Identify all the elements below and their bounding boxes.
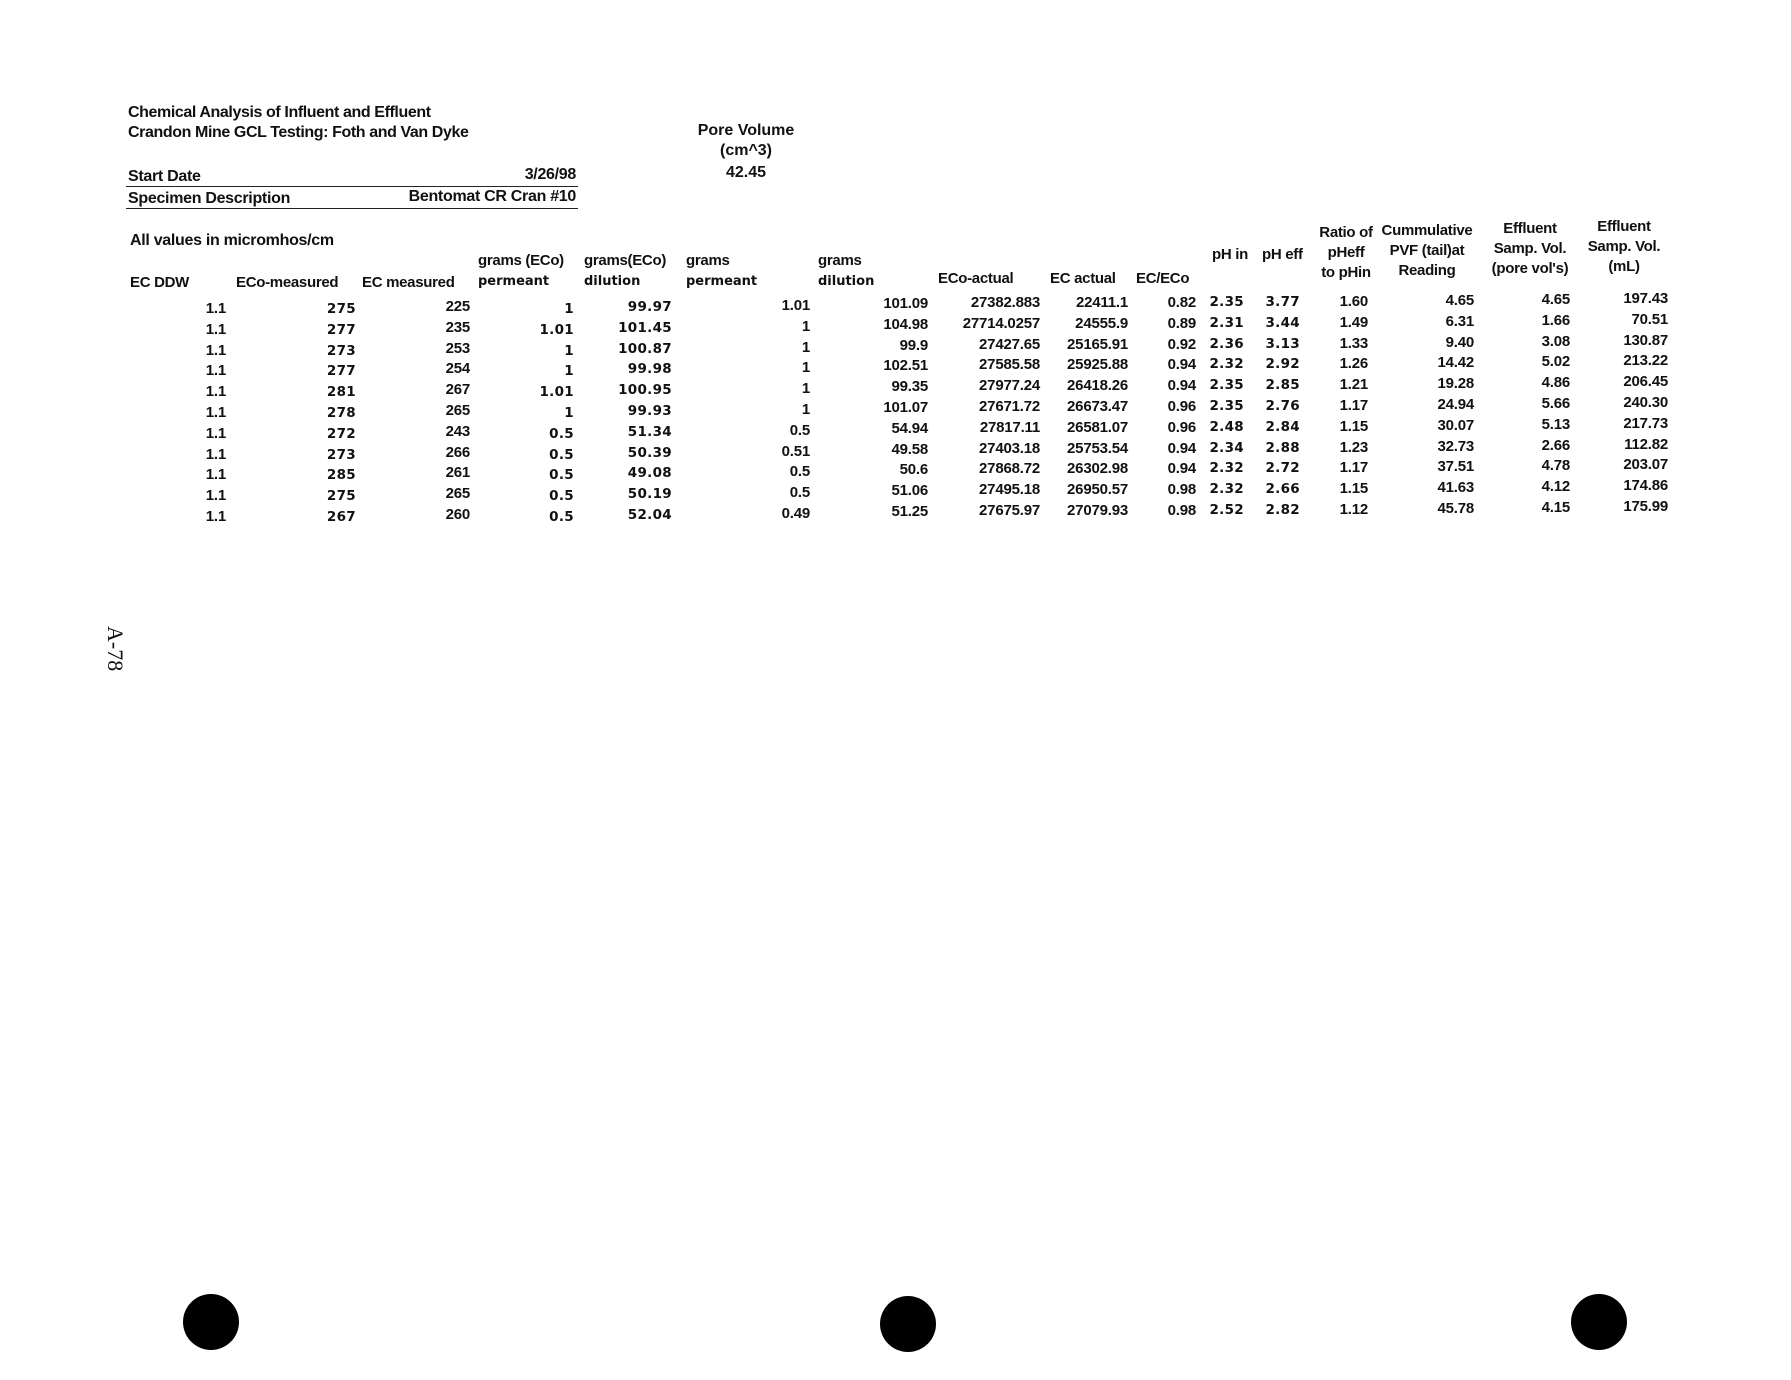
cell-ratio-pheff-phin: 1.23	[1339, 438, 1368, 456]
cell-ph-eff: 3.44	[1265, 314, 1300, 331]
cell-eco-actual: 27585.58	[979, 356, 1040, 374]
cell-ec-measured: 260	[445, 506, 470, 523]
cell-eco-measured: 275	[326, 301, 356, 317]
cell-ec-ddw: 1.1	[205, 404, 226, 421]
col-sv-pv-3: (pore vol's)	[1491, 260, 1569, 277]
cell-eco-measured: 285	[326, 467, 356, 484]
page-label: A-78	[103, 626, 128, 672]
cell-eco-measured: 281	[326, 384, 356, 401]
cell-g-perm: 1	[801, 359, 810, 377]
cell-ph-in: 2.31	[1209, 314, 1244, 331]
cell-g-dil: 104.98	[883, 315, 928, 333]
col-ratio-3: to pHin	[1321, 264, 1371, 281]
cell-samp-vol-pv: 5.13	[1541, 415, 1570, 433]
cell-g-eco-perm: 0.5	[549, 488, 574, 505]
cell-cum-pvf: 32.73	[1437, 437, 1474, 455]
cell-ec-measured: 261	[445, 464, 470, 482]
col-ratio-2: pHeff	[1327, 244, 1365, 261]
pore-volume-unit: (cm^3)	[719, 142, 773, 159]
cell-samp-vol-pv: 5.02	[1541, 353, 1570, 371]
cell-ec-actual: 26418.26	[1067, 377, 1128, 395]
cell-ec-measured: 265	[445, 485, 470, 503]
cell-ph-eff: 2.82	[1265, 502, 1300, 518]
cell-g-perm: 0.51	[781, 442, 810, 460]
cell-eco-measured: 275	[326, 488, 356, 505]
binder-hole-center	[880, 1296, 936, 1352]
cell-eco-actual: 27675.97	[979, 502, 1040, 519]
cell-g-eco-dil: 100.95	[618, 382, 672, 399]
doc-title-line1: Chemical Analysis of Influent and Effluent	[128, 104, 431, 121]
col-g-dil-1: grams	[818, 252, 862, 269]
binder-hole-left	[183, 1294, 239, 1350]
cell-ec-actual: 25165.91	[1067, 335, 1128, 353]
cell-ratio-pheff-phin: 1.26	[1339, 355, 1368, 373]
cell-ec-ratio: 0.96	[1167, 418, 1196, 436]
start-date-value: 3/26/98	[524, 166, 576, 183]
cell-ph-eff: 2.72	[1265, 460, 1300, 477]
cell-ph-in: 2.36	[1209, 335, 1244, 352]
cell-samp-vol-ml: 203.07	[1623, 456, 1668, 474]
cell-g-eco-dil: 99.98	[627, 361, 672, 378]
specimen-rule	[126, 208, 578, 209]
cell-cum-pvf: 19.28	[1437, 375, 1474, 393]
cell-ec-measured: 265	[445, 402, 470, 419]
cell-eco-actual: 27868.72	[979, 460, 1040, 478]
cell-ph-in: 2.35	[1209, 398, 1244, 414]
cell-ratio-pheff-phin: 1.12	[1339, 501, 1368, 518]
cell-ec-ratio: 0.94	[1167, 377, 1196, 395]
col-g-perm-1: grams	[686, 252, 730, 269]
cell-samp-vol-pv: 4.15	[1541, 499, 1570, 516]
cell-g-eco-dil: 51.34	[627, 423, 672, 440]
cell-g-eco-perm: 0.5	[549, 467, 574, 484]
cell-eco-measured: 277	[326, 321, 356, 338]
col-g-eco-dil-2: dilution	[584, 274, 641, 289]
cell-ph-eff: 2.88	[1265, 439, 1300, 456]
cell-eco-measured: 277	[326, 363, 356, 380]
cell-ph-in: 2.32	[1209, 460, 1244, 477]
binder-hole-right	[1571, 1294, 1627, 1350]
cell-samp-vol-ml: 175.99	[1623, 498, 1668, 515]
col-sv-ml-1: Effluent	[1597, 218, 1651, 235]
col-g-eco-perm-2: permeant	[478, 274, 550, 289]
cell-ec-actual: 26302.98	[1067, 460, 1128, 478]
cell-samp-vol-pv: 4.78	[1541, 457, 1570, 475]
col-pvf-2: PVF (tail)at	[1389, 242, 1465, 259]
cell-ec-measured: 243	[445, 422, 470, 440]
cell-g-dil: 51.25	[891, 503, 928, 520]
cell-g-eco-dil: 99.97	[627, 299, 672, 315]
cell-ratio-pheff-phin: 1.17	[1339, 459, 1368, 477]
cell-samp-vol-pv: 3.08	[1541, 332, 1570, 350]
cell-g-perm: 0.5	[789, 484, 810, 502]
cell-ec-ddw: 1.1	[205, 424, 226, 442]
cell-g-eco-perm: 0.5	[549, 509, 574, 525]
col-sv-pv-1: Effluent	[1503, 220, 1557, 237]
col-g-eco-dil-1: grams(ECo)	[584, 252, 667, 269]
cell-eco-actual: 27671.72	[979, 398, 1040, 415]
cell-g-dil: 51.06	[891, 482, 928, 500]
cell-g-eco-dil: 49.08	[627, 465, 672, 482]
cell-ec-ratio: 0.92	[1167, 335, 1196, 353]
cell-ec-ratio: 0.94	[1167, 356, 1196, 374]
cell-samp-vol-ml: 240.30	[1623, 394, 1668, 411]
cell-ec-ddw: 1.1	[205, 341, 226, 359]
cell-eco-measured: 273	[326, 446, 356, 463]
cell-ec-actual: 26581.07	[1067, 418, 1128, 436]
cell-g-eco-perm: 1	[564, 342, 574, 359]
cell-g-eco-dil: 101.45	[618, 319, 672, 336]
pore-volume-label: Pore Volume	[697, 122, 795, 139]
start-date-label: Start Date	[128, 168, 201, 185]
start-date-rule	[126, 186, 578, 187]
specimen-value: Bentomat CR Cran #10	[408, 188, 576, 205]
cell-cum-pvf: 24.94	[1437, 396, 1474, 413]
cell-eco-measured: 267	[326, 509, 356, 525]
cell-samp-vol-pv: 4.12	[1541, 478, 1570, 496]
col-ph-eff: pH eff	[1262, 246, 1303, 263]
cell-ratio-pheff-phin: 1.15	[1339, 417, 1368, 435]
cell-g-eco-perm: 1	[564, 405, 574, 421]
cell-g-eco-dil: 50.19	[627, 486, 672, 503]
cell-ec-actual: 27079.93	[1067, 502, 1128, 519]
cell-ph-in: 2.32	[1209, 481, 1244, 498]
cell-samp-vol-ml: 213.22	[1623, 352, 1668, 370]
cell-g-dil: 50.6	[899, 461, 928, 479]
cell-g-perm: 1	[801, 338, 810, 356]
col-ratio-1: Ratio of	[1319, 224, 1373, 241]
cell-g-eco-perm: 1	[564, 363, 574, 380]
cell-ec-ratio: 0.94	[1167, 439, 1196, 457]
col-ph-in: pH in	[1212, 246, 1248, 263]
cell-samp-vol-pv: 1.66	[1541, 311, 1570, 329]
cell-ec-actual: 25753.54	[1067, 439, 1128, 457]
cell-samp-vol-ml: 197.43	[1623, 290, 1668, 307]
col-g-perm-2: permeant	[686, 274, 758, 289]
cell-ec-ddw: 1.1	[205, 300, 226, 317]
cell-eco-actual: 27403.18	[979, 439, 1040, 457]
cell-ec-actual: 26673.47	[1067, 398, 1128, 415]
cell-ratio-pheff-phin: 1.33	[1339, 334, 1368, 352]
cell-ph-eff: 2.85	[1265, 377, 1300, 394]
cell-ec-measured: 225	[445, 298, 470, 315]
cell-g-perm: 1	[801, 380, 810, 398]
cell-g-eco-perm: 1.01	[539, 321, 574, 338]
cell-ratio-pheff-phin: 1.49	[1339, 313, 1368, 331]
cell-ec-ratio: 0.94	[1167, 460, 1196, 478]
cell-ec-ddw: 1.1	[205, 508, 226, 525]
cell-ec-measured: 235	[445, 318, 470, 336]
cell-g-dil: 101.09	[883, 295, 928, 312]
cell-g-eco-perm: 0.5	[549, 425, 574, 442]
col-pvf-1: Cummulative	[1381, 222, 1473, 239]
cell-ph-eff: 2.92	[1265, 356, 1300, 373]
cell-ph-eff: 2.66	[1265, 481, 1300, 498]
pore-volume-value: 42.45	[725, 164, 767, 181]
cell-eco-actual: 27382.883	[970, 294, 1040, 311]
specimen-label: Specimen Description	[128, 190, 291, 207]
cell-ph-eff: 3.13	[1265, 335, 1300, 352]
cell-ec-ddw: 1.1	[205, 487, 226, 505]
cell-g-dil: 99.9	[899, 336, 928, 354]
cell-samp-vol-pv: 2.66	[1541, 436, 1570, 454]
cell-ec-measured: 254	[445, 360, 470, 378]
cell-eco-actual: 27714.0257	[962, 314, 1040, 332]
cell-ph-eff: 2.84	[1265, 418, 1300, 435]
doc-title-line2: Crandon Mine GCL Testing: Foth and Van Dyke	[128, 124, 469, 141]
cell-ec-ddw: 1.1	[205, 320, 226, 338]
cell-ec-ratio: 0.98	[1167, 502, 1196, 519]
cell-g-dil: 49.58	[891, 440, 928, 458]
cell-g-eco-dil: 50.39	[627, 444, 672, 461]
cell-ec-measured: 266	[445, 443, 470, 461]
cell-g-eco-dil: 52.04	[627, 507, 672, 523]
cell-eco-measured: 272	[326, 425, 356, 442]
cell-cum-pvf: 45.78	[1437, 500, 1474, 517]
cell-g-dil: 99.35	[891, 378, 928, 396]
cell-ph-eff: 3.77	[1265, 294, 1300, 310]
cell-samp-vol-ml: 206.45	[1623, 373, 1668, 391]
cell-ph-in: 2.35	[1209, 294, 1244, 310]
cell-eco-measured: 278	[326, 405, 356, 421]
cell-eco-actual: 27977.24	[979, 377, 1040, 395]
cell-ec-actual: 24555.9	[1075, 314, 1128, 332]
cell-ec-ddw: 1.1	[205, 466, 226, 484]
cell-g-eco-perm: 1	[564, 301, 574, 317]
cell-g-dil: 101.07	[883, 399, 928, 416]
cell-g-perm: 0.5	[789, 463, 810, 481]
col-eco-measured: ECo-measured	[236, 274, 339, 291]
cell-cum-pvf: 4.65	[1445, 292, 1474, 309]
cell-ec-measured: 267	[445, 381, 470, 399]
cell-ec-actual: 25925.88	[1067, 356, 1128, 374]
col-eco-actual: ECo-actual	[938, 270, 1014, 287]
cell-cum-pvf: 37.51	[1437, 458, 1474, 476]
cell-ec-ratio: 0.96	[1167, 398, 1196, 415]
cell-eco-actual: 27495.18	[979, 481, 1040, 499]
cell-samp-vol-ml: 174.86	[1623, 477, 1668, 495]
units-note: All values in micromhos/cm	[130, 232, 334, 249]
cell-ratio-pheff-phin: 1.15	[1339, 480, 1368, 498]
cell-ec-ddw: 1.1	[205, 362, 226, 380]
cell-ph-in: 2.48	[1209, 418, 1244, 435]
cell-g-dil: 54.94	[891, 419, 928, 437]
cell-g-perm: 1	[801, 401, 810, 418]
cell-eco-measured: 273	[326, 342, 356, 359]
cell-samp-vol-ml: 217.73	[1623, 414, 1668, 432]
cell-g-perm: 0.5	[789, 421, 810, 439]
cell-samp-vol-pv: 5.66	[1541, 395, 1570, 412]
cell-ec-ratio: 0.98	[1167, 481, 1196, 499]
cell-cum-pvf: 14.42	[1437, 354, 1474, 372]
cell-g-perm: 0.49	[781, 505, 810, 522]
cell-g-perm: 1.01	[781, 297, 810, 314]
cell-samp-vol-pv: 4.65	[1541, 291, 1570, 308]
col-pvf-3: Reading	[1398, 262, 1456, 279]
cell-g-perm: 1	[801, 317, 810, 335]
col-sv-ml-2: Samp. Vol.	[1587, 238, 1661, 255]
cell-ec-ddw: 1.1	[205, 445, 226, 463]
col-sv-ml-3: (mL)	[1608, 258, 1640, 275]
cell-g-eco-perm: 0.5	[549, 446, 574, 463]
cell-cum-pvf: 9.40	[1445, 333, 1474, 351]
cell-samp-vol-pv: 4.86	[1541, 374, 1570, 392]
cell-samp-vol-ml: 112.82	[1624, 435, 1668, 453]
col-ec-actual: EC actual	[1050, 270, 1116, 287]
cell-cum-pvf: 41.63	[1437, 479, 1474, 497]
cell-ec-ratio: 0.82	[1167, 294, 1196, 311]
col-sv-pv-2: Samp. Vol.	[1493, 240, 1567, 257]
cell-ph-in: 2.35	[1209, 377, 1244, 394]
cell-cum-pvf: 6.31	[1445, 312, 1474, 330]
cell-ratio-pheff-phin: 1.21	[1339, 376, 1368, 394]
cell-ratio-pheff-phin: 1.17	[1339, 397, 1368, 414]
col-g-eco-perm-1: grams (ECo)	[478, 252, 564, 269]
cell-eco-actual: 27427.65	[979, 335, 1040, 353]
col-ec-measured: EC measured	[362, 274, 455, 291]
col-ec-ratio: EC/ECo	[1136, 270, 1190, 287]
cell-ec-measured: 253	[445, 339, 470, 357]
cell-g-dil: 102.51	[883, 357, 928, 375]
cell-ph-eff: 2.76	[1265, 398, 1300, 414]
cell-g-eco-perm: 1.01	[539, 384, 574, 401]
cell-ec-actual: 22411.1	[1076, 294, 1128, 311]
cell-ec-actual: 26950.57	[1067, 481, 1128, 499]
cell-ph-in: 2.32	[1209, 356, 1244, 373]
cell-eco-actual: 27817.11	[979, 418, 1040, 436]
cell-samp-vol-ml: 130.87	[1623, 331, 1668, 349]
cell-ratio-pheff-phin: 1.60	[1339, 293, 1368, 310]
cell-g-eco-dil: 99.93	[627, 403, 672, 419]
cell-cum-pvf: 30.07	[1437, 416, 1474, 434]
col-g-dil-2: dilution	[818, 274, 875, 289]
cell-ph-in: 2.52	[1209, 502, 1244, 518]
cell-ec-ddw: 1.1	[205, 383, 226, 401]
cell-g-eco-dil: 100.87	[618, 340, 672, 357]
cell-ph-in: 2.34	[1209, 439, 1244, 456]
cell-ec-ratio: 0.89	[1167, 314, 1196, 332]
cell-samp-vol-ml: 70.51	[1631, 310, 1668, 328]
col-ec-ddw: EC DDW	[130, 274, 190, 291]
